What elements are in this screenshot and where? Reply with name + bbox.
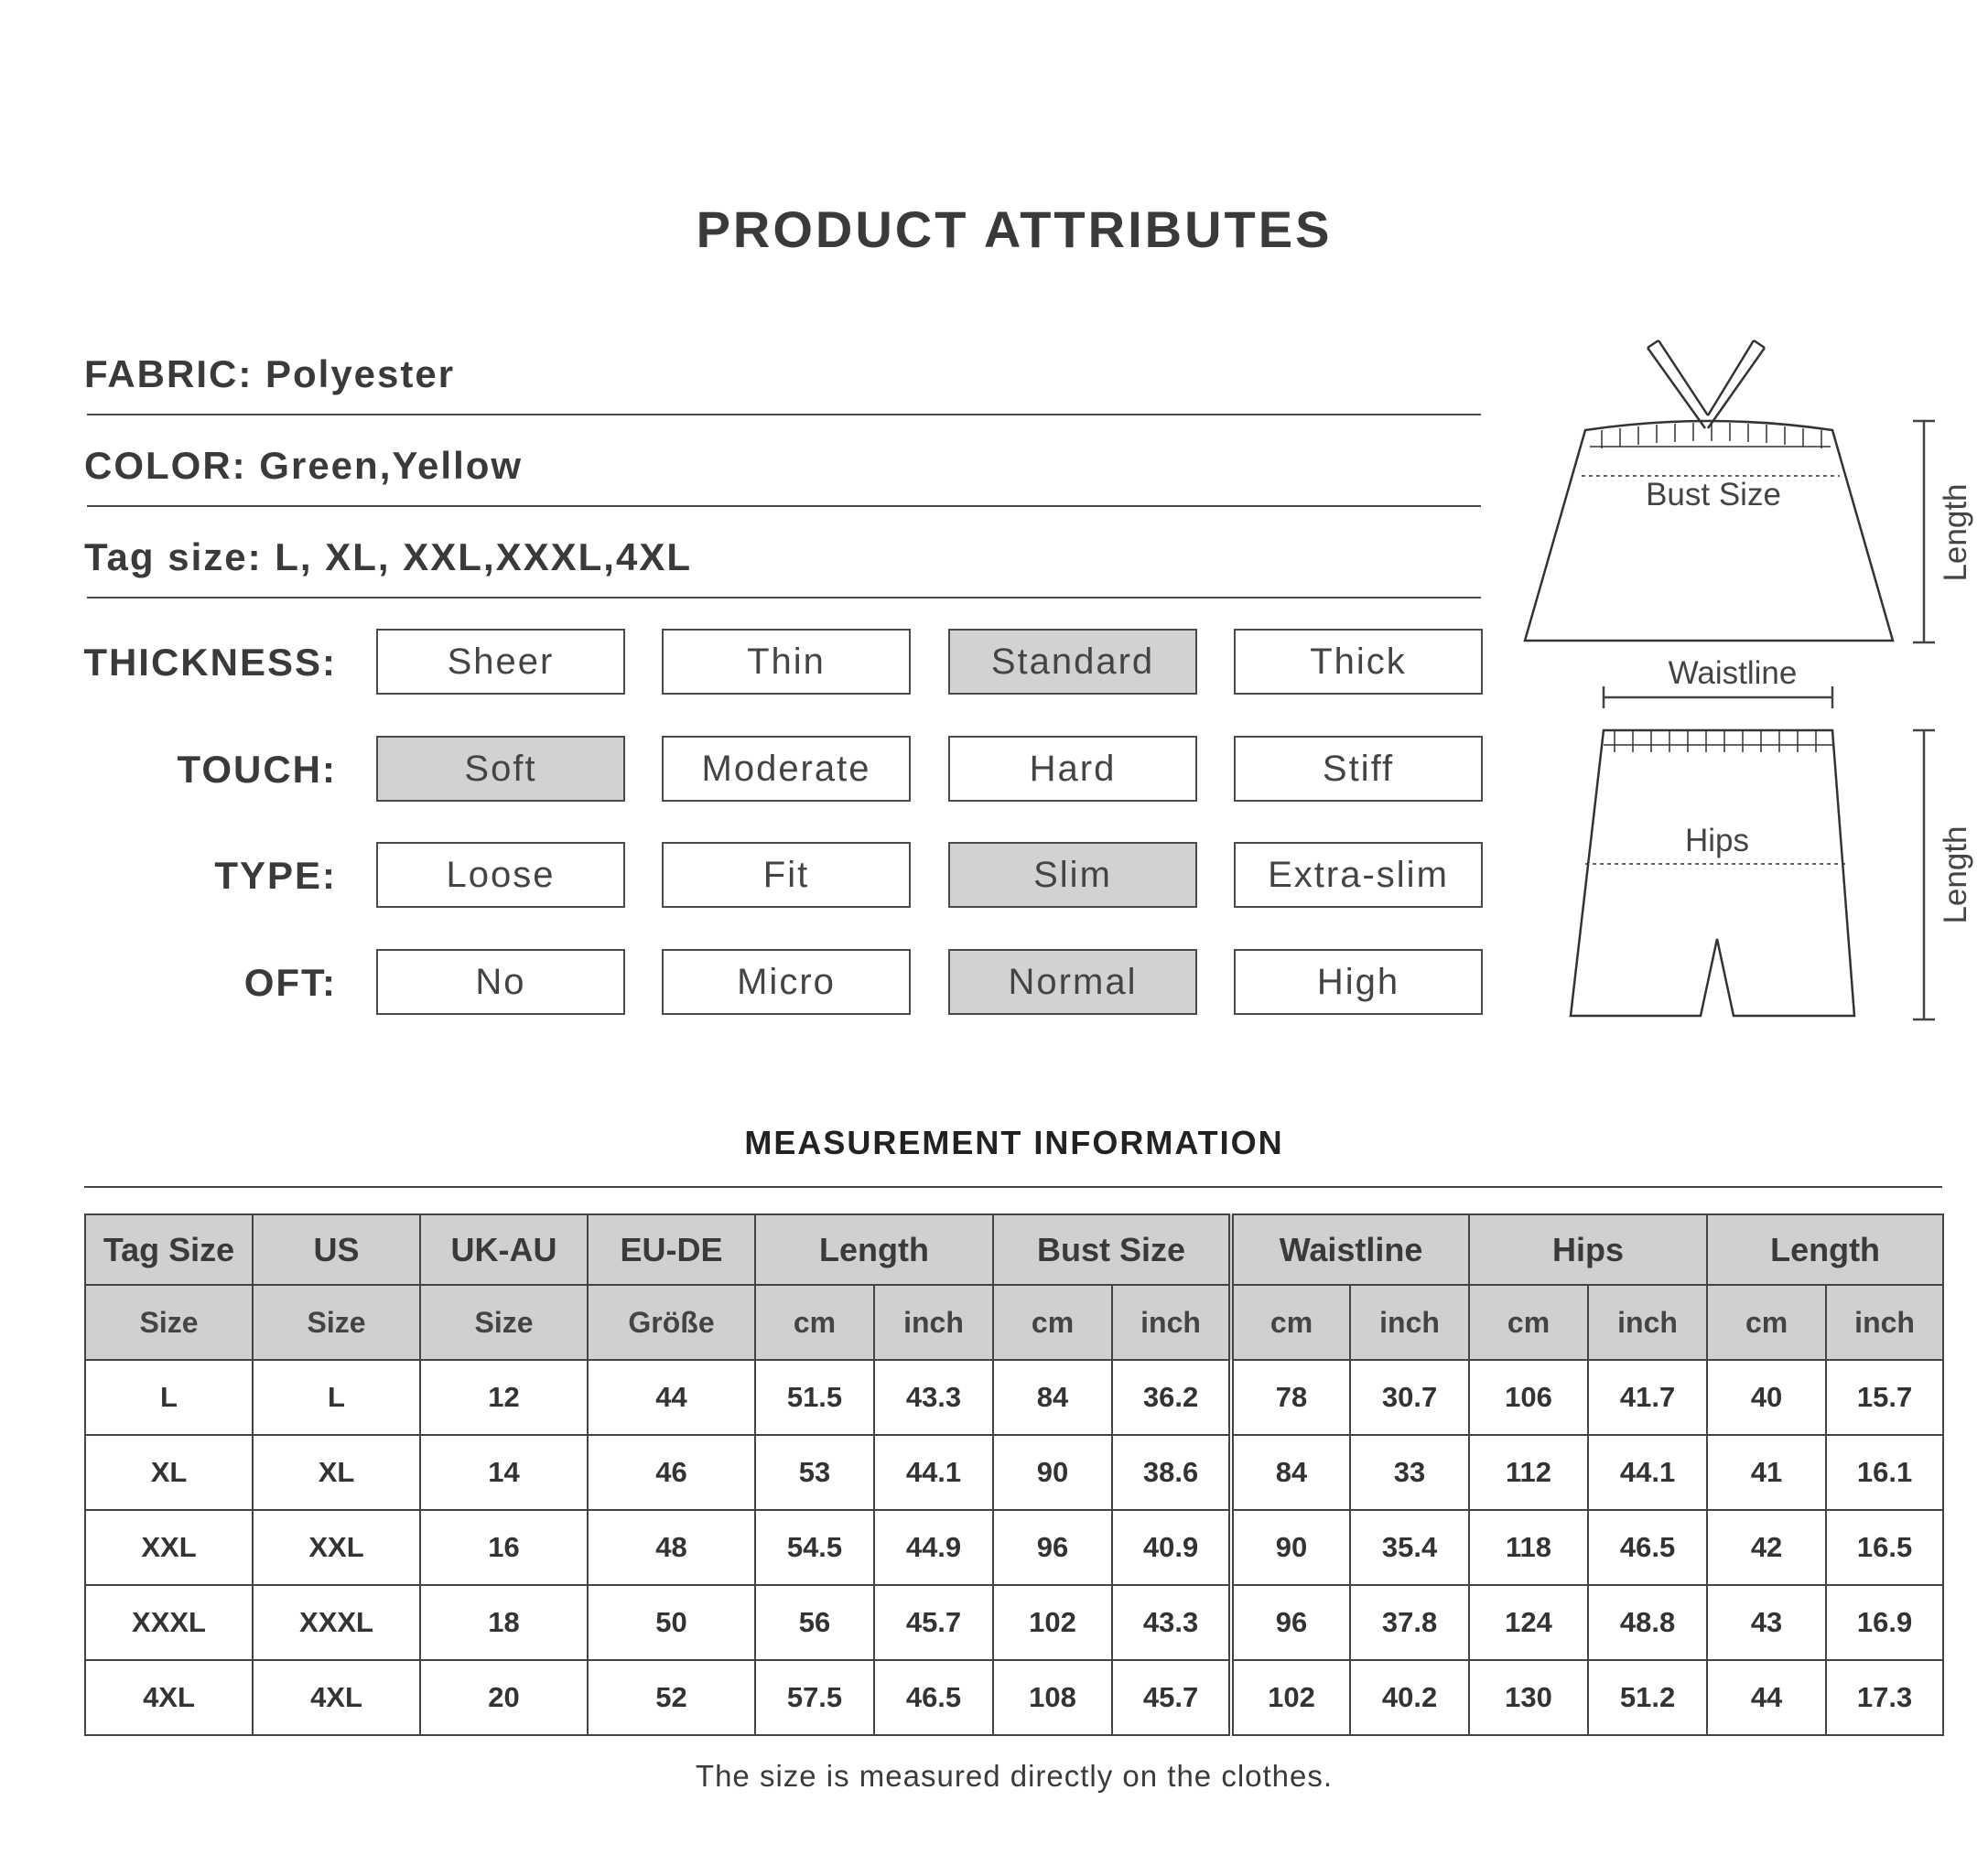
type-option-loose: Loose xyxy=(376,842,625,908)
hips-label: Hips xyxy=(1684,823,1750,858)
page-title: PRODUCT ATTRIBUTES xyxy=(696,200,1333,258)
table-cell: 45.7 xyxy=(874,1585,993,1660)
divider xyxy=(87,414,1481,415)
table-row xyxy=(85,1510,1943,1585)
table-cell: 43.3 xyxy=(874,1360,993,1435)
shorts-illustration xyxy=(1571,730,1854,1016)
header-top-length: Length xyxy=(755,1214,993,1285)
table-cell: 4XL xyxy=(253,1660,420,1735)
table-cell: 44.9 xyxy=(874,1510,993,1585)
table-cell: 38.6 xyxy=(1112,1435,1231,1510)
table-cell: 124 xyxy=(1469,1585,1588,1660)
table-cell: 102 xyxy=(1231,1660,1350,1735)
table-cell: 12 xyxy=(420,1360,588,1435)
size-chart-table xyxy=(84,1213,1944,1736)
table-unit-header-row xyxy=(85,1285,1943,1360)
table-cell: 130 xyxy=(1469,1660,1588,1735)
table-cell: L xyxy=(253,1360,420,1435)
table-cell: 40.2 xyxy=(1350,1660,1469,1735)
header-bust-size: Bust Size xyxy=(993,1214,1231,1285)
table-cell: 18 xyxy=(420,1585,588,1660)
table-cell: 30.7 xyxy=(1350,1360,1469,1435)
table-cell: 96 xyxy=(993,1510,1112,1585)
table-cell: 17.3 xyxy=(1826,1660,1943,1735)
table-cell: 4XL xyxy=(85,1660,253,1735)
table-cell: 41.7 xyxy=(1588,1360,1707,1435)
divider xyxy=(87,597,1481,599)
table-cell: 57.5 xyxy=(755,1660,874,1735)
type-option-slim: Slim xyxy=(948,842,1197,908)
unit-header: Size xyxy=(85,1285,253,1360)
touch-label: TOUCH: xyxy=(177,748,337,791)
table-row xyxy=(85,1435,1943,1510)
unit-header: Size xyxy=(420,1285,588,1360)
table-cell: XL xyxy=(253,1435,420,1510)
touch-option-stiff: Stiff xyxy=(1234,736,1483,802)
table-cell: L xyxy=(85,1360,253,1435)
type-option-fit: Fit xyxy=(662,842,911,908)
unit-header: inch xyxy=(1826,1285,1943,1360)
table-cell: 43 xyxy=(1707,1585,1826,1660)
table-group-header-row xyxy=(85,1214,1943,1285)
unit-header: inch xyxy=(1588,1285,1707,1360)
table-cell: 108 xyxy=(993,1660,1112,1735)
table-cell: 48.8 xyxy=(1588,1585,1707,1660)
unit-header: cm xyxy=(755,1285,874,1360)
table-cell: 42 xyxy=(1707,1510,1826,1585)
garment-diagram xyxy=(1501,339,1977,1034)
oft-option-no: No xyxy=(376,949,625,1015)
unit-header: cm xyxy=(1231,1285,1350,1360)
table-cell: 44.1 xyxy=(874,1435,993,1510)
table-cell: XXL xyxy=(253,1510,420,1585)
table-cell: 46.5 xyxy=(874,1660,993,1735)
table-cell: 44.1 xyxy=(1588,1435,1707,1510)
header-hips: Hips xyxy=(1469,1214,1707,1285)
table-cell: 16.5 xyxy=(1826,1510,1943,1585)
top-length-indicator xyxy=(1913,421,1935,642)
measurement-title: MEASUREMENT INFORMATION xyxy=(744,1124,1284,1161)
header-eu-de: EU-DE xyxy=(588,1214,755,1285)
thickness-option-thin: Thin xyxy=(662,629,911,695)
header-shorts-length: Length xyxy=(1707,1214,1943,1285)
table-row xyxy=(85,1360,1943,1435)
table-cell: 20 xyxy=(420,1660,588,1735)
shorts-length-indicator xyxy=(1913,730,1935,1019)
table-cell: 106 xyxy=(1469,1360,1588,1435)
table-cell: 90 xyxy=(993,1435,1112,1510)
table-cell: 36.2 xyxy=(1112,1360,1231,1435)
table-cell: XL xyxy=(85,1435,253,1510)
table-cell: 112 xyxy=(1469,1435,1588,1510)
table-cell: 52 xyxy=(588,1660,755,1735)
table-cell: 78 xyxy=(1231,1360,1350,1435)
unit-header: cm xyxy=(1469,1285,1588,1360)
oft-option-normal: Normal xyxy=(948,949,1197,1015)
table-cell: 46 xyxy=(588,1435,755,1510)
table-cell: 102 xyxy=(993,1585,1112,1660)
table-cell: 16.1 xyxy=(1826,1435,1943,1510)
tag-size-attribute: Tag size: L, XL, XXL,XXXL,4XL xyxy=(84,535,693,578)
thickness-option-thick: Thick xyxy=(1234,629,1483,695)
table-cell: 40.9 xyxy=(1112,1510,1231,1585)
table-cell: 14 xyxy=(420,1435,588,1510)
table-row xyxy=(85,1660,1943,1735)
measurement-note: The size is measured directly on the clothes. xyxy=(695,1759,1334,1793)
header-us: US xyxy=(253,1214,420,1285)
unit-header: Größe xyxy=(588,1285,755,1360)
unit-header: inch xyxy=(1350,1285,1469,1360)
touch-option-soft: Soft xyxy=(376,736,625,802)
table-cell: XXXL xyxy=(253,1585,420,1660)
type-label: TYPE: xyxy=(214,854,337,897)
touch-option-moderate: Moderate xyxy=(662,736,911,802)
table-cell: 16 xyxy=(420,1510,588,1585)
thickness-label: THICKNESS: xyxy=(83,641,337,684)
unit-header: cm xyxy=(993,1285,1112,1360)
unit-header: Size xyxy=(253,1285,420,1360)
table-cell: 46.5 xyxy=(1588,1510,1707,1585)
section-divider xyxy=(84,1186,1942,1188)
header-uk-au: UK-AU xyxy=(420,1214,588,1285)
unit-header: cm xyxy=(1707,1285,1826,1360)
oft-option-micro: Micro xyxy=(662,949,911,1015)
header-tag-size: Tag Size xyxy=(85,1214,253,1285)
table-cell: 41 xyxy=(1707,1435,1826,1510)
table-cell: 50 xyxy=(588,1585,755,1660)
table-cell: 40 xyxy=(1707,1360,1826,1435)
table-cell: 90 xyxy=(1231,1510,1350,1585)
table-cell: 53 xyxy=(755,1435,874,1510)
table-row xyxy=(85,1585,1943,1660)
table-cell: 56 xyxy=(755,1585,874,1660)
table-cell: 45.7 xyxy=(1112,1660,1231,1735)
unit-header: inch xyxy=(874,1285,993,1360)
table-cell: 96 xyxy=(1231,1585,1350,1660)
table-cell: 37.8 xyxy=(1350,1585,1469,1660)
table-cell: 35.4 xyxy=(1350,1510,1469,1585)
type-option-extra-slim: Extra-slim xyxy=(1234,842,1483,908)
table-cell: 48 xyxy=(588,1510,755,1585)
table-cell: 43.3 xyxy=(1112,1585,1231,1660)
oft-option-high: High xyxy=(1234,949,1483,1015)
header-waistline: Waistline xyxy=(1231,1214,1469,1285)
table-cell: 16.9 xyxy=(1826,1585,1943,1660)
waistline-label: Waistline xyxy=(1668,655,1798,691)
thickness-option-sheer: Sheer xyxy=(376,629,625,695)
table-cell: 33 xyxy=(1350,1435,1469,1510)
oft-label: OFT: xyxy=(243,961,337,1004)
table-cell: 44 xyxy=(588,1360,755,1435)
top-length-label: Length xyxy=(1938,483,1973,582)
table-cell: 84 xyxy=(993,1360,1112,1435)
touch-option-hard: Hard xyxy=(948,736,1197,802)
table-cell: 51.2 xyxy=(1588,1660,1707,1735)
table-cell: XXXL xyxy=(85,1585,253,1660)
table-cell: 118 xyxy=(1469,1510,1588,1585)
table-cell: 51.5 xyxy=(755,1360,874,1435)
unit-header: inch xyxy=(1112,1285,1231,1360)
fabric-attribute: FABRIC: Polyester xyxy=(84,352,456,395)
table-cell: 15.7 xyxy=(1826,1360,1943,1435)
thickness-option-standard: Standard xyxy=(948,629,1197,695)
shorts-length-label: Length xyxy=(1938,825,1973,924)
table-cell: 84 xyxy=(1231,1435,1350,1510)
table-cell: XXL xyxy=(85,1510,253,1585)
table-cell: 54.5 xyxy=(755,1510,874,1585)
divider xyxy=(87,505,1481,507)
bust-size-label: Bust Size xyxy=(1646,477,1781,512)
color-attribute: COLOR: Green,Yellow xyxy=(84,444,524,487)
table-cell: 44 xyxy=(1707,1660,1826,1735)
